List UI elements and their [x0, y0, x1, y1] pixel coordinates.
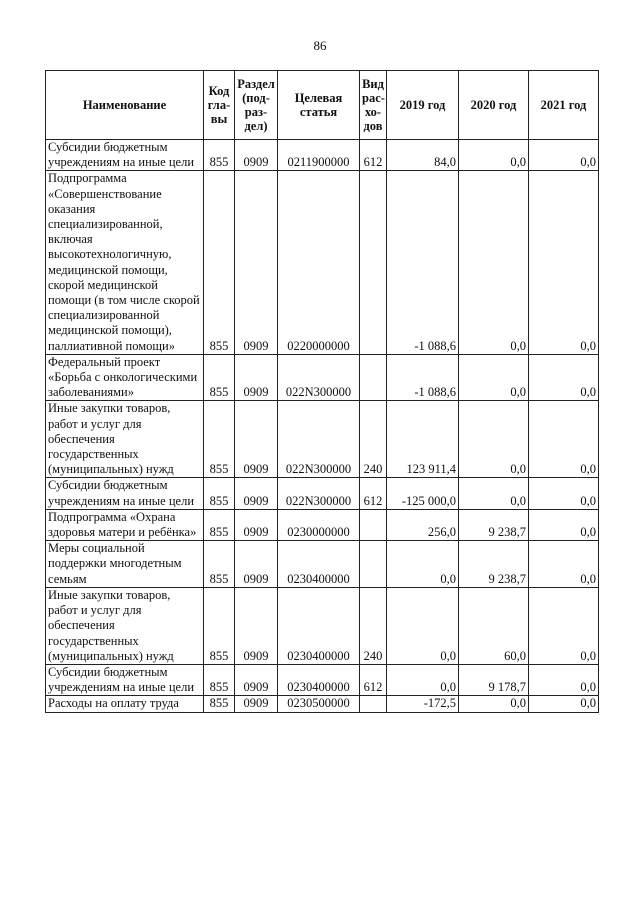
row-target: 0230500000 — [278, 696, 360, 712]
row-2019: -125 000,0 — [387, 478, 459, 509]
table-row — [46, 354, 599, 401]
header-section: Раздел (под-раз-дел) — [235, 71, 278, 140]
row-name: Иные закупки товаров, работ и услуг для обеспечения государственных (муниципальных) нужд — [46, 587, 204, 664]
row-code: 855 — [204, 401, 235, 478]
row-2020: 9 238,7 — [459, 541, 529, 588]
row-2020: 9 178,7 — [459, 664, 529, 695]
row-code: 855 — [204, 541, 235, 588]
row-name: Субсидии бюджетным учреждениям на иные цели — [46, 664, 204, 695]
table-row — [46, 401, 599, 478]
row-kind — [360, 509, 387, 540]
row-code: 855 — [204, 354, 235, 401]
table-row — [46, 587, 599, 664]
row-section: 0909 — [235, 401, 278, 478]
row-2019: -172,5 — [387, 696, 459, 712]
row-2020: 0,0 — [459, 140, 529, 171]
row-target: 0211900000 — [278, 140, 360, 171]
row-2020: 0,0 — [459, 171, 529, 354]
row-2021: 0,0 — [529, 401, 599, 478]
row-kind: 240 — [360, 401, 387, 478]
table-header-row — [46, 71, 599, 140]
row-2019: -1 088,6 — [387, 171, 459, 354]
budget-table — [45, 70, 599, 713]
row-name: Иные закупки товаров, работ и услуг для обеспечения государственных (муниципальных) нужд — [46, 401, 204, 478]
row-2020: 9 238,7 — [459, 509, 529, 540]
header-2019: 2019 год — [387, 71, 459, 140]
row-code: 855 — [204, 171, 235, 354]
row-section: 0909 — [235, 354, 278, 401]
row-2019: 256,0 — [387, 509, 459, 540]
row-code: 855 — [204, 478, 235, 509]
row-2021: 0,0 — [529, 140, 599, 171]
table-row — [46, 478, 599, 509]
row-kind: 612 — [360, 478, 387, 509]
row-target: 022N300000 — [278, 354, 360, 401]
page-number: 86 — [313, 38, 327, 53]
row-2020: 0,0 — [459, 401, 529, 478]
row-target: 022N300000 — [278, 478, 360, 509]
row-code: 855 — [204, 509, 235, 540]
row-target: 0220000000 — [278, 171, 360, 354]
row-section: 0909 — [235, 541, 278, 588]
row-section: 0909 — [235, 478, 278, 509]
header-2021: 2021 год — [529, 71, 599, 140]
row-code: 855 — [204, 664, 235, 695]
row-code: 855 — [204, 140, 235, 171]
row-2019: 123 911,4 — [387, 401, 459, 478]
row-code: 855 — [204, 696, 235, 712]
row-target: 0230400000 — [278, 587, 360, 664]
row-target: 0230000000 — [278, 509, 360, 540]
table-row — [46, 664, 599, 695]
row-section: 0909 — [235, 140, 278, 171]
row-2021: 0,0 — [529, 171, 599, 354]
table-row — [46, 140, 599, 171]
header-code: Код гла-вы — [204, 71, 235, 140]
row-2019: 0,0 — [387, 541, 459, 588]
row-kind — [360, 696, 387, 712]
row-code: 855 — [204, 587, 235, 664]
row-2020: 0,0 — [459, 354, 529, 401]
header-kind: Вид рас-хо-дов — [360, 71, 387, 140]
row-2021: 0,0 — [529, 478, 599, 509]
row-target: 0230400000 — [278, 664, 360, 695]
row-2021: 0,0 — [529, 354, 599, 401]
row-name: Расходы на оплату труда — [46, 696, 204, 712]
row-2021: 0,0 — [529, 541, 599, 588]
row-target: 022N300000 — [278, 401, 360, 478]
row-kind — [360, 541, 387, 588]
row-2021: 0,0 — [529, 509, 599, 540]
row-section: 0909 — [235, 587, 278, 664]
row-2020: 0,0 — [459, 696, 529, 712]
row-2019: 0,0 — [387, 587, 459, 664]
row-section: 0909 — [235, 171, 278, 354]
table-row — [46, 509, 599, 540]
table-row — [46, 171, 599, 354]
row-name: Подпрограмма «Охрана здоровья матери и ребёнка» — [46, 509, 204, 540]
row-name: Подпрограмма «Совершенствование оказания специализированной, включая высокотехнологичную, медицинской помощи, скорой медицинской помощи (в том числе скорой специализированной медицинской помощи), паллиативной помощи» — [46, 171, 204, 354]
row-name: Меры социальной поддержки многодетным семьям — [46, 541, 204, 588]
row-kind — [360, 354, 387, 401]
row-2019: 0,0 — [387, 664, 459, 695]
row-section: 0909 — [235, 509, 278, 540]
row-section: 0909 — [235, 664, 278, 695]
row-kind: 612 — [360, 664, 387, 695]
row-2021: 0,0 — [529, 696, 599, 712]
row-name: Субсидии бюджетным учреждениям на иные цели — [46, 140, 204, 171]
table-row — [46, 696, 599, 712]
row-2020: 0,0 — [459, 478, 529, 509]
row-2020: 60,0 — [459, 587, 529, 664]
row-2019: -1 088,6 — [387, 354, 459, 401]
row-2021: 0,0 — [529, 587, 599, 664]
row-name: Субсидии бюджетным учреждениям на иные цели — [46, 478, 204, 509]
row-kind: 612 — [360, 140, 387, 171]
row-name: Федеральный проект «Борьба с онкологическими заболеваниями» — [46, 354, 204, 401]
row-2019: 84,0 — [387, 140, 459, 171]
header-2020: 2020 год — [459, 71, 529, 140]
row-section: 0909 — [235, 696, 278, 712]
row-2021: 0,0 — [529, 664, 599, 695]
row-kind — [360, 171, 387, 354]
row-target: 0230400000 — [278, 541, 360, 588]
header-target: Целевая статья — [278, 71, 360, 140]
header-name: Наименование — [46, 71, 204, 140]
row-kind: 240 — [360, 587, 387, 664]
table-row — [46, 541, 599, 588]
